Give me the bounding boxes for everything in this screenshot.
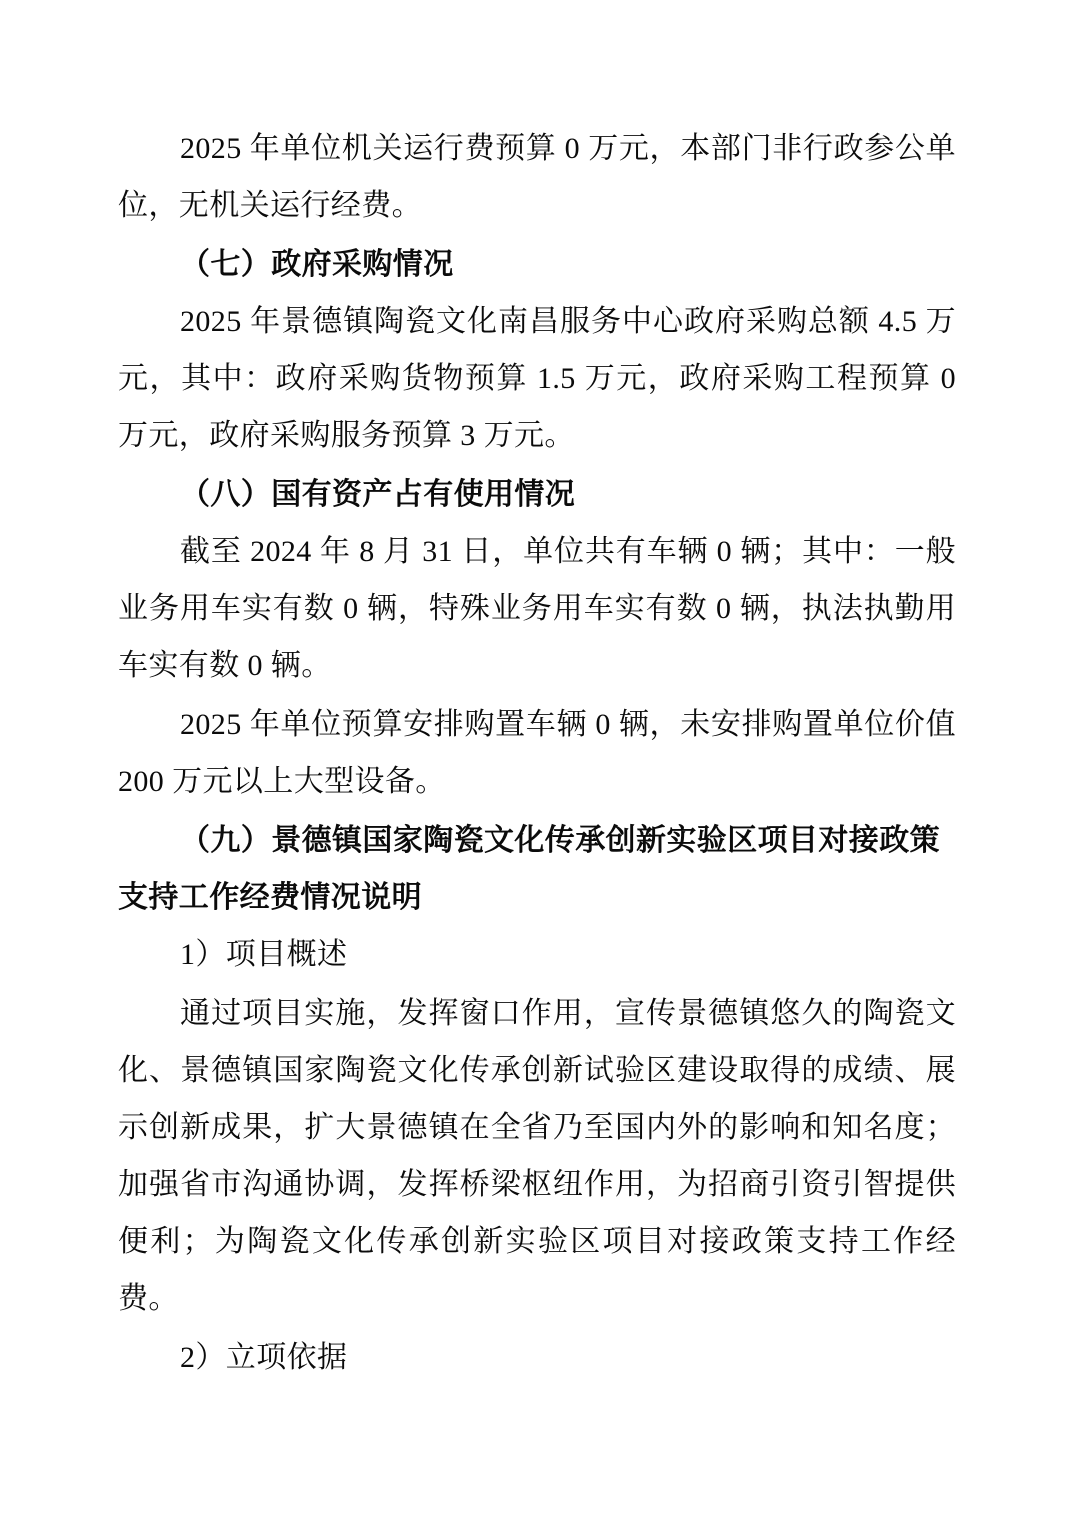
heading-government-procurement: （七）政府采购情况 (180, 248, 454, 281)
paragraph-government-procurement: 2025 年景德镇陶瓷文化南昌服务中心政府采购总额 4.5 万元，其中：政府采购货物预算 1.5 万元，政府采购工程预算 0 万元，政府采购服务预算 3 万元。 (118, 305, 956, 452)
paragraph-state-assets-equipment: 2025 年单位预算安排购置车辆 0 辆，未安排购置单位价值 200 万元以上大型设备。 (118, 708, 956, 798)
heading-project-policy-support: （九）景德镇国家陶瓷文化传承创新实验区项目对接政策支持工作经费情况说明 (118, 824, 940, 914)
paragraph-project-overview-label: 1）项目概述 (180, 938, 348, 971)
paragraph-operating-cost: 2025 年单位机关运行费预算 0 万元，本部门非行政参公单位，无机关运行经费。 (118, 132, 956, 222)
paragraph-project-basis-label: 2）立项依据 (180, 1341, 348, 1374)
paragraph-project-overview: 通过项目实施，发挥窗口作用，宣传景德镇悠久的陶瓷文化、景德镇国家陶瓷文化传承创新试验区建设取得的成绩、展示创新成果，扩大景德镇在全省乃至国内外的影响和知名度；加强省市沟通协调，发挥桥梁枢纽作用，为招商引资引智提供便利；为陶瓷文化传承创新实验区项目对接政策支持工作经费。 (118, 997, 956, 1315)
paragraph-state-assets-vehicles: 截至 2024 年 8 月 31 日，单位共有车辆 0 辆；其中：一般业务用车实有数 0 辆，特殊业务用车实有数 0 辆，执法执勤用车实有数 0 辆。 (118, 535, 956, 682)
heading-state-assets: （八）国有资产占有使用情况 (180, 478, 576, 511)
